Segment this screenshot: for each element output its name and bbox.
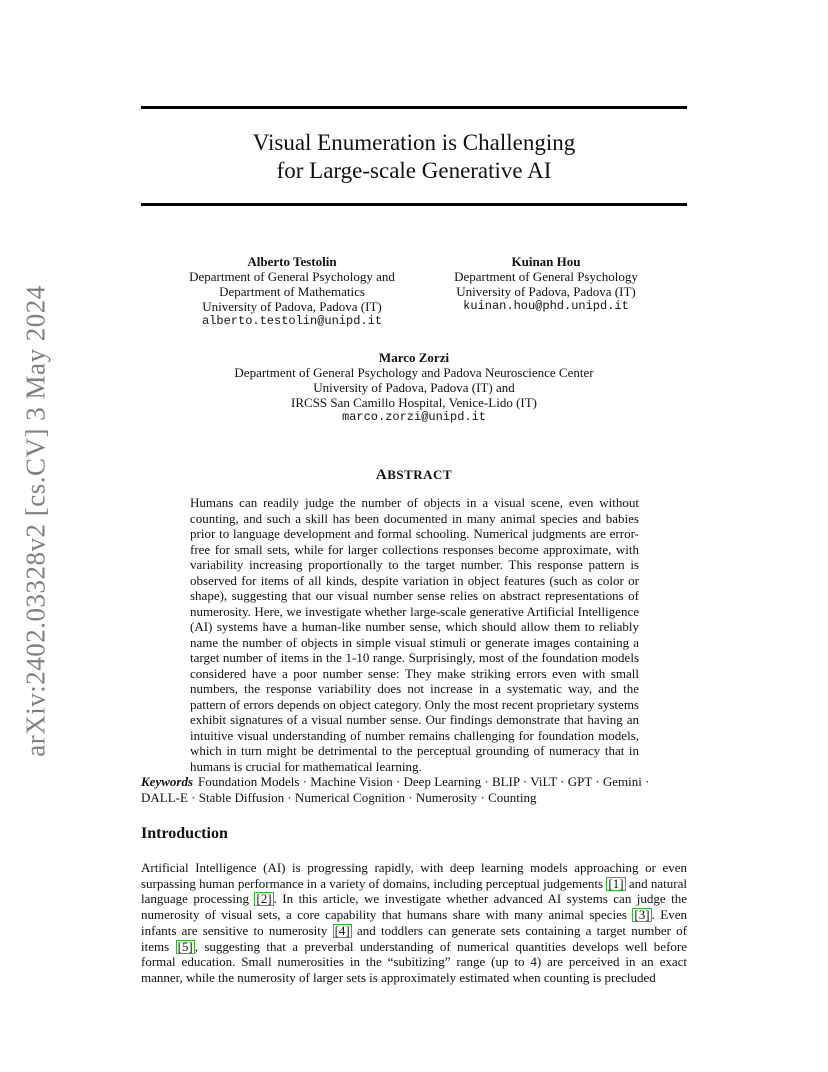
- keywords-list: Foundation Models · Machine Vision · Deep Learning · BLIP · ViLT · GPT · Gemini · DALL-E · Stable Diffusion · Numerical Cognition · Numerosity · Counting: [141, 774, 650, 805]
- author-block-zorzi: [164, 350, 664, 425]
- citation-link[interactable]: [2]: [256, 891, 272, 907]
- arxiv-identifier-text: arXiv:2402.03328v2 [cs.CV] 3 May 2024: [20, 285, 51, 757]
- title-rule-top: [141, 106, 687, 109]
- intro-text: and toddlers can generate sets containing a target number of items: [141, 922, 687, 954]
- citation-link[interactable]: [3]: [634, 907, 650, 923]
- author-name: Kuinan Hou: [511, 254, 581, 269]
- citation-link[interactable]: [5]: [177, 938, 193, 954]
- author-email-link[interactable]: kuinan.hou@phd.unipd.it: [463, 299, 629, 313]
- intro-text: . Even infants are sensitive to numerosity: [141, 907, 687, 938]
- citation-link[interactable]: [1]: [608, 875, 624, 891]
- author-email-link[interactable]: marco.zorzi@unipd.it: [341, 410, 487, 424]
- author-name: Marco Zorzi: [378, 350, 450, 365]
- author-affiliation-line: University of Padova, Padova (IT): [456, 284, 636, 299]
- author-affiliation-line: University of Padova, Padova (IT): [202, 299, 382, 314]
- author-name: Alberto Testolin: [247, 254, 337, 269]
- abstract-heading-rest: BSTRACT: [387, 467, 453, 482]
- paper-title-line-1: Visual Enumeration is Challenging: [252, 130, 576, 155]
- author-affiliation-line: Department of General Psychology: [454, 269, 638, 284]
- citation-link[interactable]: [4]: [334, 922, 350, 938]
- intro-text: . In this article, we investigate whether advanced AI systems can judge the numerosity of visual sets, a core capability that humans share with many animal species: [141, 891, 687, 923]
- intro-text: , suggesting that a preverbal understanding of numerical quantities develops well before formal education. Small numerosities in the “subitizing” range (up to 4) are perceived in an exact manner, while the numerosity of larger sets is approximately estimated when counting is precluded: [141, 938, 688, 985]
- title-rule-bottom: [141, 203, 687, 206]
- author-affiliation-line: University of Padova, Padova (IT) and: [313, 380, 515, 395]
- abstract-heading: [141, 467, 687, 484]
- abstract-body: Humans can readily judge the number of objects in a visual scene, even without counting, and such a skill has been documented in many animal species and babies prior to language development and formal schooling. Numerical judgments are error-free for small sets, while for larger collections responses become approximate, with variability increasing proportionally to the target number. This response pattern is observed for items of all kinds, despite variation in object features (such as color or shape), suggesting that our visual number sense relies on abstract representations of numerosity. Here, we investigate whether large-scale generative Artificial Intelligence (AI) systems have a human-like number sense, which should allow them to reliably name the number of objects in simple visual stimuli or generate images containing a target number of items in the 1-10 range. Surprisingly, most of the foundation models considered have a poor number sense: They make striking errors even with small numbers, the response variability does not increase in a systematic way, and the pattern of errors depends on object category. Only the most recent proprietary systems exhibit signatures of a visual number sense. Our findings demonstrate that having an intuitive visual understanding of number remains challenging for foundation models, which in turn might be detrimental to the perceptual grounding of numeracy that in humans is crucial for mathematical learning.: [190, 495, 639, 774]
- author-block-hou: [426, 254, 666, 314]
- introduction-paragraph: [141, 860, 687, 986]
- intro-text: Artificial Intelligence (AI) is progressing rapidly, with deep learning models approaching or even surpassing human performance in a variety of domains, including perceptual judgements: [141, 860, 687, 891]
- author-affiliation-line: Department of General Psychology and Padova Neuroscience Center: [234, 365, 594, 380]
- section-heading-introduction: Introduction: [141, 825, 228, 842]
- abstract-heading-initial: A: [375, 467, 388, 483]
- keywords-line: [141, 774, 687, 806]
- keywords-label: Keywords: [141, 774, 193, 789]
- author-affiliation-line: Department of General Psychology and: [189, 269, 395, 284]
- intro-text: and natural language processing: [141, 875, 687, 907]
- author-affiliation-line: IRCSS San Camillo Hospital, Venice-Lido (IT): [290, 395, 538, 410]
- paper-title: [141, 129, 687, 185]
- author-affiliation-line: Department of Mathematics: [219, 284, 365, 299]
- author-block-testolin: [172, 254, 412, 329]
- author-email-link[interactable]: alberto.testolin@unipd.it: [201, 314, 383, 328]
- paper-title-line-2: for Large-scale Generative AI: [276, 158, 552, 183]
